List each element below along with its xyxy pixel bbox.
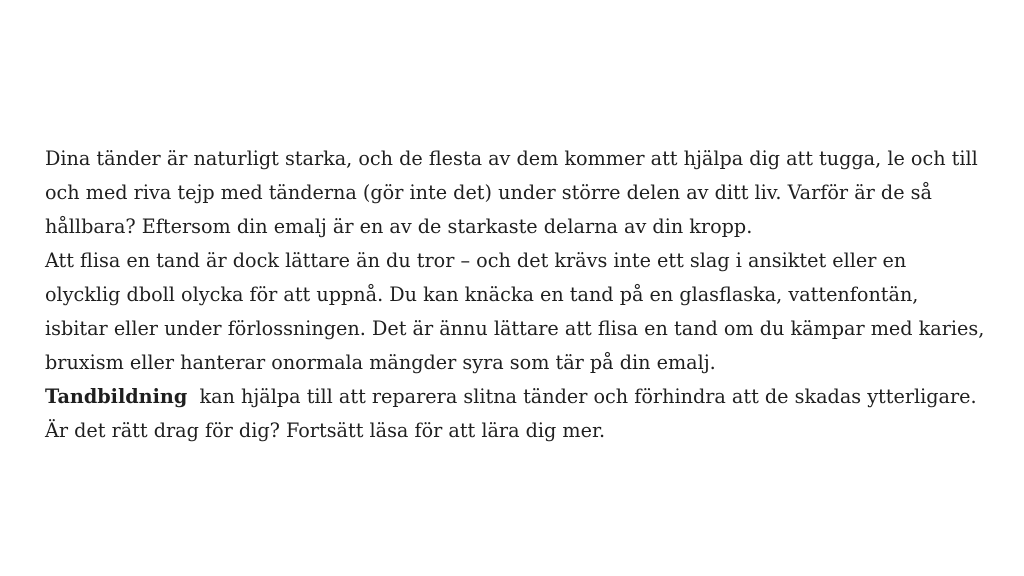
paragraph-3-text: kan hjälpa till att reparera slitna tänder och förhindra att de skadas ytterligare. Är det rätt drag för dig? Fortsätt läsa för att lära dig mer. — [45, 385, 977, 442]
paragraph-1: Dina tänder är naturligt starka, och de flesta av dem kommer att hjälpa dig att tugga, le och till och med riva tejp med tänderna (gör inte det) under större delen av ditt liv. Varför är de så hållbara? Eftersom din emalj är en av de starkaste delarna av din kropp. — [45, 147, 978, 238]
paragraph-3-bold-term: Tandbildning — [45, 385, 188, 408]
paragraph-3 — [45, 380, 985, 448]
paragraph-2: Att flisa en tand är dock lättare än du tror – och det krävs inte ett slag i ansiktet eller en olycklig dboll olycka för att uppnå. Du kan knäcka en tand på en glasflaska, vattenfontän, isbitar eller under förlossningen. Det är ännu lättare att flisa en tand om du kämpar med karies, bruxism eller hanterar onormala mängder syra som tär på din emalj. — [45, 249, 985, 374]
article-body — [45, 142, 985, 448]
